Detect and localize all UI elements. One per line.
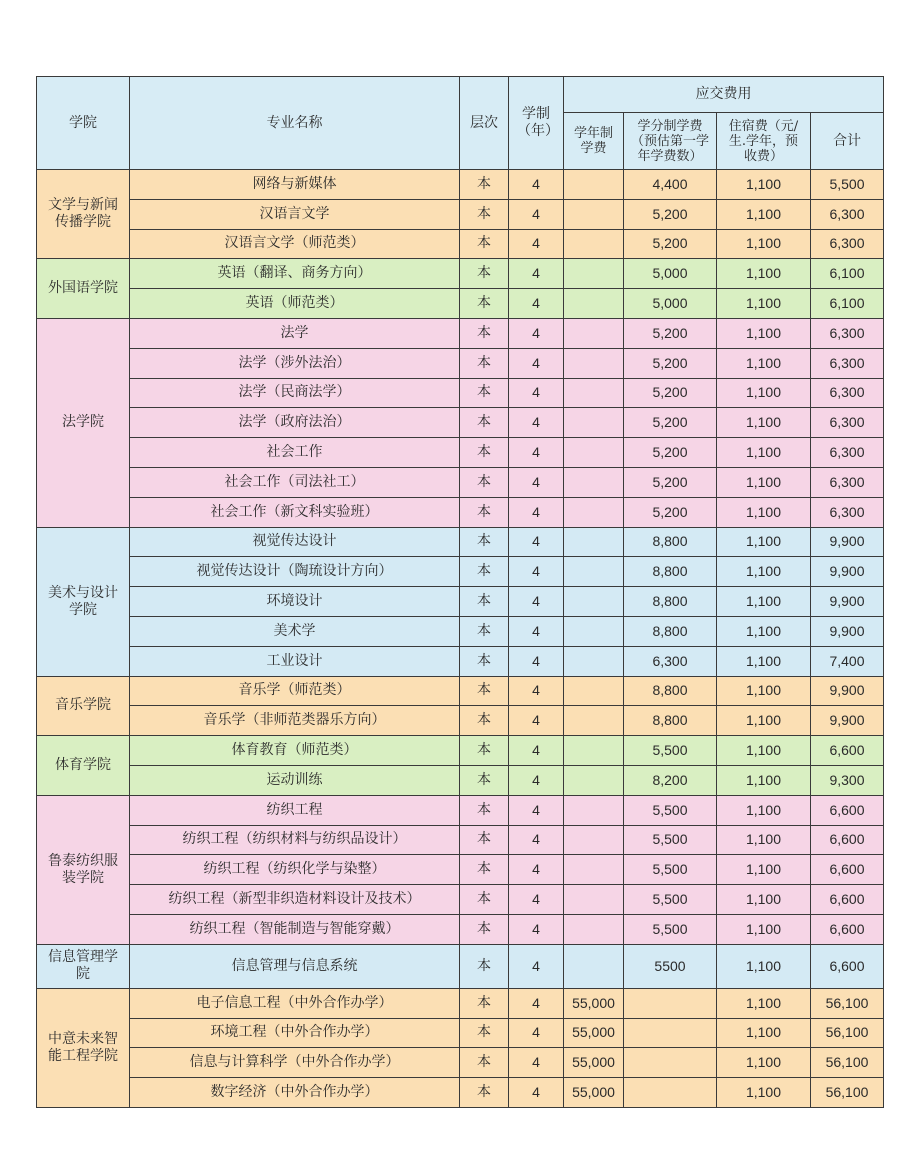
major-cell: 法学: [130, 318, 460, 348]
tuition-credit-cell: 8,200: [624, 765, 717, 795]
tuition-credit-cell: 5,500: [624, 795, 717, 825]
total-cell: 6,300: [811, 199, 884, 229]
major-cell: 环境工程（中外合作办学）: [130, 1018, 460, 1048]
major-cell: 法学（涉外法治）: [130, 348, 460, 378]
tuition-year-cell: [564, 676, 624, 706]
total-cell: 6,300: [811, 378, 884, 408]
level-cell: 本: [460, 706, 509, 736]
level-cell: 本: [460, 765, 509, 795]
total-cell: 56,100: [811, 988, 884, 1018]
duration-cell: 4: [509, 170, 564, 200]
tuition-year-cell: [564, 706, 624, 736]
header-college: 学院: [37, 77, 130, 170]
major-cell: 信息与计算科学（中外合作办学）: [130, 1048, 460, 1078]
tuition-credit-cell: 8,800: [624, 587, 717, 617]
level-cell: 本: [460, 1078, 509, 1108]
table-row: [37, 199, 884, 229]
level-cell: 本: [460, 646, 509, 676]
level-cell: 本: [460, 289, 509, 319]
major-cell: 社会工作（新文科实验班）: [130, 497, 460, 527]
total-cell: 6,600: [811, 944, 884, 988]
college-cell: 体育学院: [37, 736, 130, 796]
level-cell: 本: [460, 988, 509, 1018]
tuition-year-cell: [564, 736, 624, 766]
level-cell: 本: [460, 348, 509, 378]
dorm-cell: 1,100: [717, 199, 811, 229]
tuition-credit-cell: 8,800: [624, 527, 717, 557]
total-cell: 9,900: [811, 676, 884, 706]
tuition-credit-cell: 5,500: [624, 855, 717, 885]
tuition-year-cell: [564, 467, 624, 497]
tuition-credit-cell: [624, 1018, 717, 1048]
major-cell: 英语（翻译、商务方向）: [130, 259, 460, 289]
tuition-credit-cell: [624, 988, 717, 1018]
dorm-cell: 1,100: [717, 229, 811, 259]
table-row: [37, 646, 884, 676]
duration-cell: 4: [509, 587, 564, 617]
header-tuition-year: 学年制学费: [564, 113, 624, 170]
total-cell: 6,100: [811, 289, 884, 319]
table-body: [37, 170, 884, 1108]
duration-cell: 4: [509, 348, 564, 378]
dorm-cell: 1,100: [717, 348, 811, 378]
dorm-cell: 1,100: [717, 378, 811, 408]
duration-cell: 4: [509, 259, 564, 289]
table-row: [37, 765, 884, 795]
total-cell: 9,900: [811, 557, 884, 587]
tuition-year-cell: [564, 497, 624, 527]
header-fees-group: 应交费用: [564, 77, 884, 113]
total-cell: 9,900: [811, 706, 884, 736]
duration-cell: 4: [509, 914, 564, 944]
total-cell: 6,100: [811, 259, 884, 289]
tuition-credit-cell: 5,500: [624, 885, 717, 915]
total-cell: 9,900: [811, 587, 884, 617]
total-cell: 9,900: [811, 527, 884, 557]
tuition-year-cell: [564, 885, 624, 915]
total-cell: 6,600: [811, 825, 884, 855]
tuition-year-cell: [564, 616, 624, 646]
level-cell: 本: [460, 616, 509, 646]
level-cell: 本: [460, 1018, 509, 1048]
duration-cell: 4: [509, 736, 564, 766]
tuition-year-cell: [564, 825, 624, 855]
table-row: [37, 170, 884, 200]
tuition-year-cell: [564, 587, 624, 617]
major-cell: 社会工作（司法社工）: [130, 467, 460, 497]
duration-cell: 4: [509, 855, 564, 885]
dorm-cell: 1,100: [717, 988, 811, 1018]
major-cell: 纺织工程（智能制造与智能穿戴）: [130, 914, 460, 944]
major-cell: 法学（政府法治）: [130, 408, 460, 438]
tuition-credit-cell: [624, 1078, 717, 1108]
level-cell: 本: [460, 318, 509, 348]
tuition-credit-cell: 8,800: [624, 557, 717, 587]
table-row: [37, 259, 884, 289]
total-cell: 5,500: [811, 170, 884, 200]
tuition-credit-cell: 8,800: [624, 706, 717, 736]
dorm-cell: 1,100: [717, 706, 811, 736]
tuition-credit-cell: 5,500: [624, 914, 717, 944]
dorm-cell: 1,100: [717, 616, 811, 646]
table-row: [37, 378, 884, 408]
total-cell: 6,600: [811, 736, 884, 766]
level-cell: 本: [460, 736, 509, 766]
table-row: [37, 676, 884, 706]
tuition-year-cell: [564, 378, 624, 408]
duration-cell: 4: [509, 795, 564, 825]
table-row: [37, 706, 884, 736]
total-cell: 7,400: [811, 646, 884, 676]
tuition-credit-cell: 6,300: [624, 646, 717, 676]
tuition-year-cell: [564, 199, 624, 229]
major-cell: 美术学: [130, 616, 460, 646]
major-cell: 视觉传达设计（陶琉设计方向）: [130, 557, 460, 587]
level-cell: 本: [460, 885, 509, 915]
tuition-credit-cell: 5,200: [624, 497, 717, 527]
major-cell: 纺织工程: [130, 795, 460, 825]
dorm-cell: 1,100: [717, 318, 811, 348]
tuition-credit-cell: 5,500: [624, 825, 717, 855]
duration-cell: 4: [509, 1078, 564, 1108]
major-cell: 汉语言文学（师范类）: [130, 229, 460, 259]
major-cell: 法学（民商法学）: [130, 378, 460, 408]
tuition-year-cell: [564, 944, 624, 988]
tuition-year-cell: [564, 259, 624, 289]
duration-cell: 4: [509, 467, 564, 497]
dorm-cell: 1,100: [717, 557, 811, 587]
level-cell: 本: [460, 1048, 509, 1078]
college-cell: 中意未来智能工程学院: [37, 988, 130, 1107]
tuition-credit-cell: 5,200: [624, 408, 717, 438]
major-cell: 运动训练: [130, 765, 460, 795]
duration-cell: 4: [509, 1048, 564, 1078]
duration-cell: 4: [509, 497, 564, 527]
duration-cell: 4: [509, 229, 564, 259]
tuition-year-cell: [564, 318, 624, 348]
total-cell: 6,300: [811, 318, 884, 348]
table-row: [37, 795, 884, 825]
dorm-cell: 1,100: [717, 1048, 811, 1078]
duration-cell: 4: [509, 557, 564, 587]
tuition-year-cell: [564, 348, 624, 378]
college-cell: 信息管理学院: [37, 944, 130, 988]
total-cell: 6,600: [811, 885, 884, 915]
college-cell: 音乐学院: [37, 676, 130, 736]
tuition-credit-cell: 8,800: [624, 616, 717, 646]
duration-cell: 4: [509, 527, 564, 557]
table-row: [37, 467, 884, 497]
table-row: [37, 438, 884, 468]
dorm-cell: 1,100: [717, 438, 811, 468]
table-row: [37, 914, 884, 944]
dorm-cell: 1,100: [717, 795, 811, 825]
tuition-credit-cell: 5,000: [624, 289, 717, 319]
table-row: [37, 1048, 884, 1078]
total-cell: 9,300: [811, 765, 884, 795]
tuition-credit-cell: 5500: [624, 944, 717, 988]
level-cell: 本: [460, 587, 509, 617]
level-cell: 本: [460, 676, 509, 706]
dorm-cell: 1,100: [717, 765, 811, 795]
dorm-cell: 1,100: [717, 289, 811, 319]
tuition-year-cell: [564, 438, 624, 468]
table-row: [37, 527, 884, 557]
duration-cell: 4: [509, 318, 564, 348]
tuition-year-cell: [564, 229, 624, 259]
tuition-credit-cell: 4,400: [624, 170, 717, 200]
table-row: [37, 318, 884, 348]
table-row: [37, 736, 884, 766]
level-cell: 本: [460, 378, 509, 408]
table-row: [37, 408, 884, 438]
duration-cell: 4: [509, 199, 564, 229]
duration-cell: 4: [509, 646, 564, 676]
college-cell: 外国语学院: [37, 259, 130, 319]
major-cell: 社会工作: [130, 438, 460, 468]
table-row: [37, 1078, 884, 1108]
duration-cell: 4: [509, 765, 564, 795]
total-cell: 6,300: [811, 408, 884, 438]
table-row: [37, 348, 884, 378]
level-cell: 本: [460, 259, 509, 289]
tuition-credit-cell: 5,200: [624, 467, 717, 497]
table-row: [37, 944, 884, 988]
total-cell: 6,600: [811, 914, 884, 944]
table-header: [37, 77, 884, 170]
table-row: [37, 289, 884, 319]
major-cell: 汉语言文学: [130, 199, 460, 229]
dorm-cell: 1,100: [717, 467, 811, 497]
dorm-cell: 1,100: [717, 736, 811, 766]
tuition-credit-cell: 5,200: [624, 318, 717, 348]
dorm-cell: 1,100: [717, 944, 811, 988]
duration-cell: 4: [509, 438, 564, 468]
major-cell: 英语（师范类）: [130, 289, 460, 319]
level-cell: 本: [460, 557, 509, 587]
college-cell: 法学院: [37, 318, 130, 527]
tuition-year-cell: 55,000: [564, 988, 624, 1018]
total-cell: 56,100: [811, 1048, 884, 1078]
table-row: [37, 587, 884, 617]
tuition-credit-cell: 5,000: [624, 259, 717, 289]
major-cell: 纺织工程（纺织材料与纺织品设计）: [130, 825, 460, 855]
level-cell: 本: [460, 438, 509, 468]
total-cell: 56,100: [811, 1018, 884, 1048]
table-row: [37, 825, 884, 855]
duration-cell: 4: [509, 408, 564, 438]
college-cell: 文学与新闻传播学院: [37, 170, 130, 259]
tuition-year-cell: [564, 765, 624, 795]
duration-cell: 4: [509, 1018, 564, 1048]
level-cell: 本: [460, 527, 509, 557]
major-cell: 数字经济（中外合作办学）: [130, 1078, 460, 1108]
level-cell: 本: [460, 497, 509, 527]
table-row: [37, 855, 884, 885]
dorm-cell: 1,100: [717, 646, 811, 676]
total-cell: 6,300: [811, 229, 884, 259]
tuition-credit-cell: 8,800: [624, 676, 717, 706]
table-row: [37, 1018, 884, 1048]
level-cell: 本: [460, 944, 509, 988]
total-cell: 56,100: [811, 1078, 884, 1108]
total-cell: 6,300: [811, 467, 884, 497]
header-level: 层次: [460, 77, 509, 170]
dorm-cell: 1,100: [717, 825, 811, 855]
table-row: [37, 885, 884, 915]
level-cell: 本: [460, 855, 509, 885]
duration-cell: 4: [509, 885, 564, 915]
duration-cell: 4: [509, 289, 564, 319]
major-cell: 纺织工程（纺织化学与染整）: [130, 855, 460, 885]
tuition-year-cell: [564, 170, 624, 200]
header-dorm: 住宿费（元/生.学年，预收费）: [717, 113, 811, 170]
major-cell: 电子信息工程（中外合作办学）: [130, 988, 460, 1018]
dorm-cell: 1,100: [717, 408, 811, 438]
college-cell: 鲁泰纺织服装学院: [37, 795, 130, 944]
tuition-year-cell: 55,000: [564, 1018, 624, 1048]
tuition-credit-cell: 5,200: [624, 378, 717, 408]
tuition-year-cell: 55,000: [564, 1078, 624, 1108]
duration-cell: 4: [509, 944, 564, 988]
header-duration: 学制（年）: [509, 77, 564, 170]
duration-cell: 4: [509, 988, 564, 1018]
dorm-cell: 1,100: [717, 170, 811, 200]
dorm-cell: 1,100: [717, 497, 811, 527]
major-cell: 音乐学（非师范类器乐方向）: [130, 706, 460, 736]
major-cell: 体育教育（师范类）: [130, 736, 460, 766]
major-cell: 音乐学（师范类）: [130, 676, 460, 706]
tuition-year-cell: [564, 855, 624, 885]
total-cell: 6,600: [811, 795, 884, 825]
tuition-year-cell: [564, 914, 624, 944]
level-cell: 本: [460, 170, 509, 200]
dorm-cell: 1,100: [717, 855, 811, 885]
dorm-cell: 1,100: [717, 259, 811, 289]
level-cell: 本: [460, 795, 509, 825]
total-cell: 6,300: [811, 438, 884, 468]
major-cell: 工业设计: [130, 646, 460, 676]
total-cell: 6,300: [811, 497, 884, 527]
header-tuition-credit: 学分制学费（预估第一学年学费数）: [624, 113, 717, 170]
tuition-year-cell: [564, 795, 624, 825]
tuition-credit-cell: 5,200: [624, 438, 717, 468]
tuition-year-cell: [564, 289, 624, 319]
total-cell: 6,600: [811, 855, 884, 885]
level-cell: 本: [460, 199, 509, 229]
level-cell: 本: [460, 467, 509, 497]
tuition-year-cell: [564, 408, 624, 438]
tuition-credit-cell: 5,500: [624, 736, 717, 766]
level-cell: 本: [460, 825, 509, 855]
dorm-cell: 1,100: [717, 527, 811, 557]
total-cell: 6,300: [811, 348, 884, 378]
tuition-credit-cell: 5,200: [624, 229, 717, 259]
level-cell: 本: [460, 229, 509, 259]
level-cell: 本: [460, 408, 509, 438]
level-cell: 本: [460, 914, 509, 944]
duration-cell: 4: [509, 825, 564, 855]
dorm-cell: 1,100: [717, 1078, 811, 1108]
header-total: 合计: [811, 113, 884, 170]
dorm-cell: 1,100: [717, 587, 811, 617]
table-row: [37, 497, 884, 527]
dorm-cell: 1,100: [717, 914, 811, 944]
tuition-credit-cell: [624, 1048, 717, 1078]
dorm-cell: 1,100: [717, 676, 811, 706]
dorm-cell: 1,100: [717, 885, 811, 915]
duration-cell: 4: [509, 706, 564, 736]
total-cell: 9,900: [811, 616, 884, 646]
table-row: [37, 229, 884, 259]
header-major: 专业名称: [130, 77, 460, 170]
duration-cell: 4: [509, 676, 564, 706]
college-cell: 美术与设计学院: [37, 527, 130, 676]
table-row: [37, 616, 884, 646]
fee-table: [36, 76, 884, 1108]
tuition-credit-cell: 5,200: [624, 199, 717, 229]
tuition-year-cell: 55,000: [564, 1048, 624, 1078]
tuition-year-cell: [564, 646, 624, 676]
major-cell: 视觉传达设计: [130, 527, 460, 557]
table-row: [37, 988, 884, 1018]
duration-cell: 4: [509, 616, 564, 646]
tuition-year-cell: [564, 527, 624, 557]
tuition-year-cell: [564, 557, 624, 587]
major-cell: 网络与新媒体: [130, 170, 460, 200]
major-cell: 信息管理与信息系统: [130, 944, 460, 988]
duration-cell: 4: [509, 378, 564, 408]
major-cell: 纺织工程（新型非织造材料设计及技术）: [130, 885, 460, 915]
tuition-credit-cell: 5,200: [624, 348, 717, 378]
dorm-cell: 1,100: [717, 1018, 811, 1048]
table-row: [37, 557, 884, 587]
major-cell: 环境设计: [130, 587, 460, 617]
